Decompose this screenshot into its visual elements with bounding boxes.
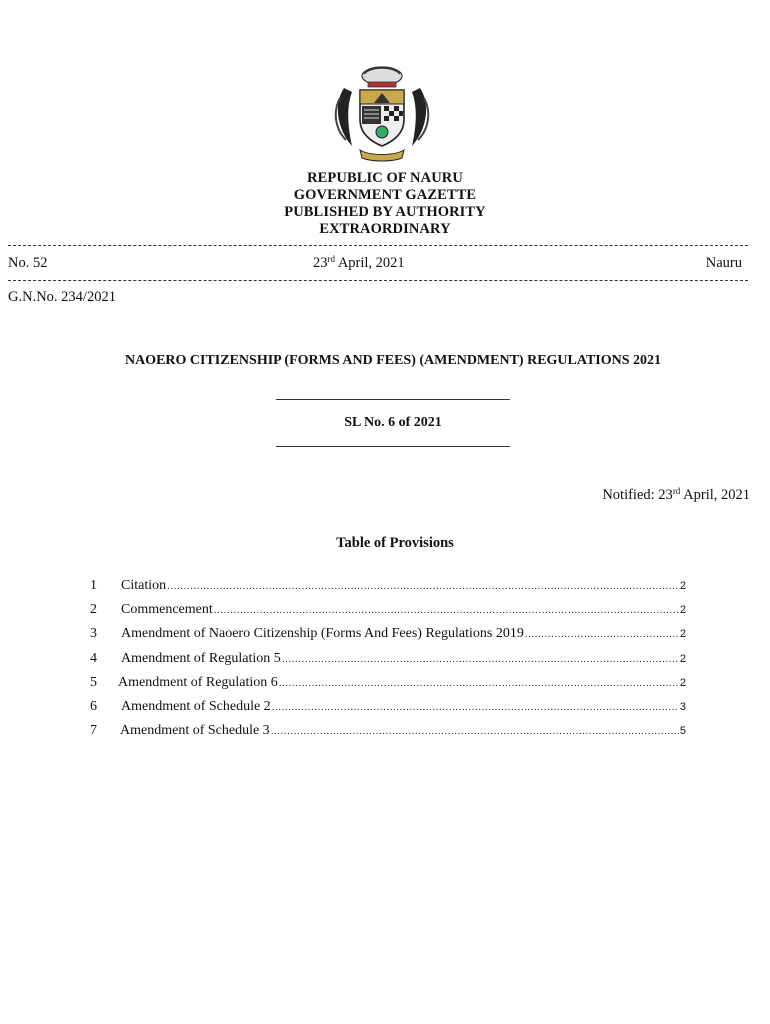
toc-leader-dots <box>167 581 679 592</box>
toc-item-label: Amendment of Schedule 3 <box>120 723 270 739</box>
gazette-notice-number: G.N.No. 234/2021 <box>8 289 116 305</box>
toc-item-label: Amendment of Naoero Citizenship (Forms And Fees) Regulations 2019 <box>121 626 524 642</box>
divider-top <box>8 245 748 246</box>
title-rule-top <box>276 399 510 400</box>
toc-item-page: 3 <box>679 700 686 713</box>
toc-item-label: Amendment of Regulation 5 <box>121 650 281 666</box>
notified-rest: April, 2021 <box>680 487 750 503</box>
toc-item-page: 2 <box>679 604 686 617</box>
toc-item-label: Amendment of Schedule 2 <box>121 698 271 714</box>
toc-leader-dots <box>271 726 679 737</box>
header-authority: PUBLISHED BY AUTHORITY <box>284 204 486 220</box>
toc-leader-dots <box>525 629 679 640</box>
toc-item-page: 5 <box>679 725 686 738</box>
toc-item-page: 2 <box>679 652 686 665</box>
notified-prefix: Notified: 23 <box>602 487 673 503</box>
toc-item[interactable] <box>90 626 686 650</box>
toc-item-page: 2 <box>679 628 686 641</box>
title-rule-bottom <box>276 446 510 447</box>
gazette-number: No. 52 <box>8 255 48 271</box>
notified-date <box>602 487 750 504</box>
toc-item-number: 3 <box>90 626 97 642</box>
notified-suffix: rd <box>672 486 681 496</box>
toc-item-number: 2 <box>90 602 97 618</box>
toc-item[interactable] <box>90 699 686 723</box>
gazette-header <box>0 170 770 238</box>
date-suffix: rd <box>327 254 335 264</box>
date-day: 23 <box>313 255 328 271</box>
toc-item-number: 4 <box>90 650 97 666</box>
table-of-provisions <box>90 578 686 747</box>
toc-item-number: 7 <box>90 723 97 739</box>
gazette-place: Nauru <box>705 255 742 271</box>
toc-item[interactable] <box>90 602 686 626</box>
divider-bottom <box>8 280 748 281</box>
toc-item-number: 1 <box>90 578 97 593</box>
toc-item-page: 2 <box>679 676 686 689</box>
nauru-coat-of-arms-emblem <box>330 58 434 162</box>
toc-leader-dots <box>282 654 679 665</box>
regulation-title: NAOERO CITIZENSHIP (FORMS AND FEES) (AMENDMENT) REGULATIONS 2021 <box>124 353 662 368</box>
toc-item[interactable] <box>90 675 686 699</box>
toc-leader-dots <box>279 678 679 689</box>
toc-item-label: Citation <box>121 578 167 593</box>
toc-heading: Table of Provisions <box>336 535 454 551</box>
toc-item-label: Amendment of Regulation 6 <box>118 674 278 690</box>
toc-item[interactable] <box>90 723 686 747</box>
toc-item-number: 5 <box>90 674 97 690</box>
toc-item-number: 6 <box>90 698 97 714</box>
header-gazette: GOVERNMENT GAZETTE <box>293 187 477 203</box>
toc-item[interactable] <box>90 578 686 602</box>
toc-leader-dots <box>272 702 679 713</box>
header-extraordinary: EXTRAORDINARY <box>319 221 451 237</box>
header-republic: REPUBLIC OF NAURU <box>307 170 463 186</box>
toc-item[interactable] <box>90 651 686 675</box>
toc-item-label: Commencement <box>121 602 213 618</box>
sl-number: SL No. 6 of 2021 <box>344 415 442 430</box>
date-rest: April, 2021 <box>335 255 405 271</box>
toc-leader-dots <box>214 605 679 616</box>
gazette-date <box>313 255 405 272</box>
toc-item-page: 2 <box>679 580 686 592</box>
